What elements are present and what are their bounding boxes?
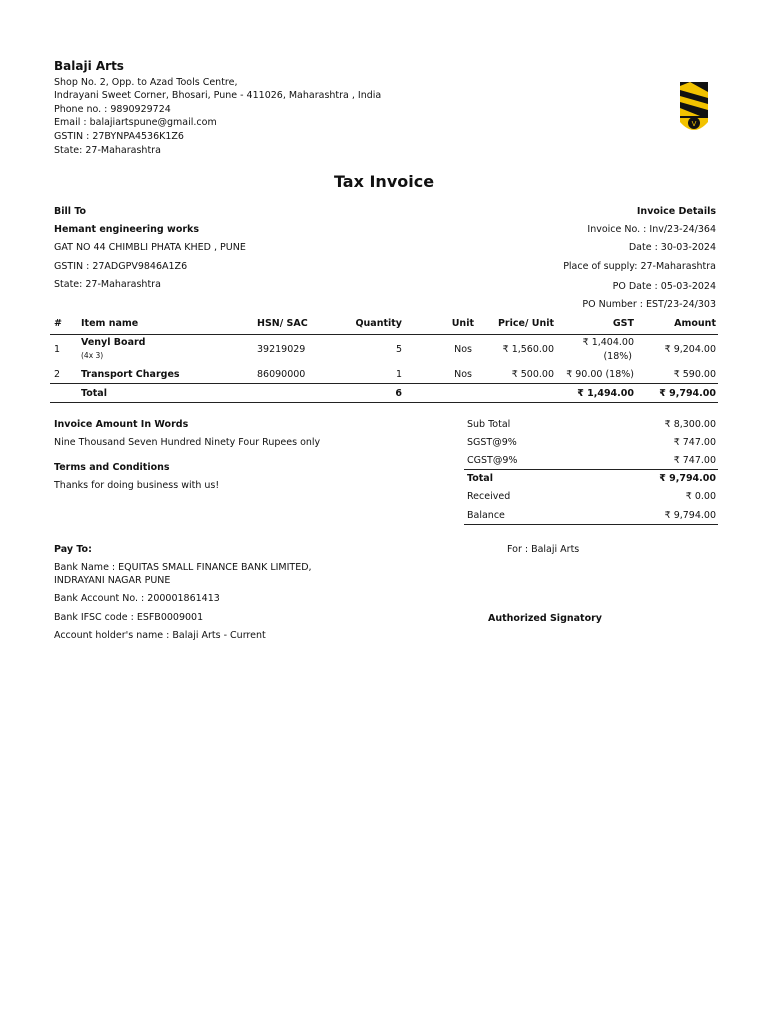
bill-to-name: Hemant engineering works xyxy=(54,224,200,235)
row-qty: 1 xyxy=(395,369,402,380)
bank-account-number: Bank Account No. : 200001861413 xyxy=(54,593,220,604)
row-hsn: 39219029 xyxy=(257,344,306,355)
row-amount: ₹ 9,204.00 xyxy=(664,344,716,355)
col-header-hsn: HSN/ SAC xyxy=(257,318,308,329)
bank-ifsc: Bank IFSC code : ESFB0009001 xyxy=(54,612,204,623)
col-header-price: Price/ Unit xyxy=(497,318,554,329)
summary-divider-top xyxy=(464,469,718,470)
table-total-divider-top xyxy=(50,383,718,384)
bank-name-line1: Bank Name : EQUITAS SMALL FINANCE BANK LIMITED, xyxy=(54,562,312,573)
row-unit: Nos xyxy=(454,369,472,380)
invoice-date: Date : 30-03-2024 xyxy=(628,242,716,253)
sgst-value: ₹ 747.00 xyxy=(673,437,716,448)
row-unit: Nos xyxy=(454,344,472,355)
terms-heading: Terms and Conditions xyxy=(54,462,170,473)
row-num: 2 xyxy=(54,369,61,380)
company-address-line2: Indrayani Sweet Corner, Bhosari, Pune - 411026, Maharashtra , India xyxy=(54,90,382,101)
invoice-details-heading: Invoice Details xyxy=(636,206,716,217)
table-header-divider xyxy=(50,334,718,335)
company-phone: Phone no. : 9890929724 xyxy=(54,104,171,115)
for-company: For : Balaji Arts xyxy=(507,544,580,555)
row-hsn: 86090000 xyxy=(257,369,306,380)
col-header-unit: Unit xyxy=(451,318,474,329)
total-gst: ₹ 1,494.00 xyxy=(577,388,634,399)
row-amount: ₹ 590.00 xyxy=(673,369,716,380)
account-holder: Account holder's name : Balaji Arts - Current xyxy=(54,630,266,641)
terms-text: Thanks for doing business with us! xyxy=(54,480,220,491)
invoice-number: Invoice No. : Inv/23-24/364 xyxy=(587,224,716,235)
row-num: 1 xyxy=(54,344,61,355)
total-amount: ₹ 9,794.00 xyxy=(659,388,716,399)
col-header-num: # xyxy=(54,318,62,329)
sub-total-label: Sub Total xyxy=(467,419,511,430)
row-qty: 5 xyxy=(395,344,402,355)
amount-in-words-heading: Invoice Amount In Words xyxy=(54,419,189,430)
row-price: ₹ 500.00 xyxy=(511,369,554,380)
po-number: PO Number : EST/23-24/303 xyxy=(582,299,716,310)
row-item-name: Transport Charges xyxy=(81,369,180,380)
company-state: State: 27-Maharashtra xyxy=(54,145,161,156)
pay-to-heading: Pay To: xyxy=(54,544,92,555)
row-item-name: Venyl Board xyxy=(81,337,146,348)
bill-to-heading: Bill To xyxy=(54,206,87,217)
col-header-gst: GST xyxy=(612,318,634,329)
company-email: Email : balajiartspune@gmail.com xyxy=(54,117,217,128)
row-price: ₹ 1,560.00 xyxy=(502,344,554,355)
total-qty: 6 xyxy=(395,388,402,399)
sub-total-value: ₹ 8,300.00 xyxy=(664,419,716,430)
authorized-signatory: Authorized Signatory xyxy=(488,613,602,624)
balance-label: Balance xyxy=(467,510,505,521)
bank-name-line2: INDRAYANI NAGAR PUNE xyxy=(54,575,171,586)
bill-to-state: State: 27-Maharashtra xyxy=(54,279,161,290)
company-name: Balaji Arts xyxy=(54,59,124,73)
col-header-item: Item name xyxy=(81,318,139,329)
balance-value: ₹ 9,794.00 xyxy=(664,510,716,521)
place-of-supply: Place of supply: 27-Maharashtra xyxy=(563,261,716,272)
received-label: Received xyxy=(467,491,511,502)
row-gst-rate: (18%) xyxy=(603,351,632,362)
cgst-label: CGST@9% xyxy=(467,455,518,466)
summary-total-label: Total xyxy=(467,473,493,484)
row-gst-amount: ₹ 1,404.00 xyxy=(582,337,634,348)
po-date: PO Date : 05-03-2024 xyxy=(612,281,716,292)
bill-to-address: GAT NO 44 CHIMBLI PHATA KHED , PUNE xyxy=(54,242,246,253)
cgst-value: ₹ 747.00 xyxy=(673,455,716,466)
svg-text:V: V xyxy=(691,120,697,128)
company-gstin: GSTIN : 27BYNPA4536K1Z6 xyxy=(54,131,184,142)
company-logo xyxy=(680,82,708,134)
received-value: ₹ 0.00 xyxy=(685,491,716,502)
total-label: Total xyxy=(81,388,107,399)
row-item-description: (4x 3) xyxy=(81,351,104,360)
sgst-label: SGST@9% xyxy=(467,437,517,448)
summary-divider-bottom xyxy=(464,524,718,525)
company-address-line1: Shop No. 2, Opp. to Azad Tools Centre, xyxy=(54,77,238,88)
table-total-divider-bottom xyxy=(50,402,718,403)
amount-in-words: Nine Thousand Seven Hundred Ninety Four Rupees only xyxy=(54,437,321,448)
invoice-title: Tax Invoice xyxy=(333,172,435,191)
col-header-qty: Quantity xyxy=(355,318,402,329)
row-gst: ₹ 90.00 (18%) xyxy=(566,369,634,380)
bill-to-gstin: GSTIN : 27ADGPV9846A1Z6 xyxy=(54,261,188,272)
col-header-amount: Amount xyxy=(674,318,716,329)
summary-total-value: ₹ 9,794.00 xyxy=(659,473,716,484)
